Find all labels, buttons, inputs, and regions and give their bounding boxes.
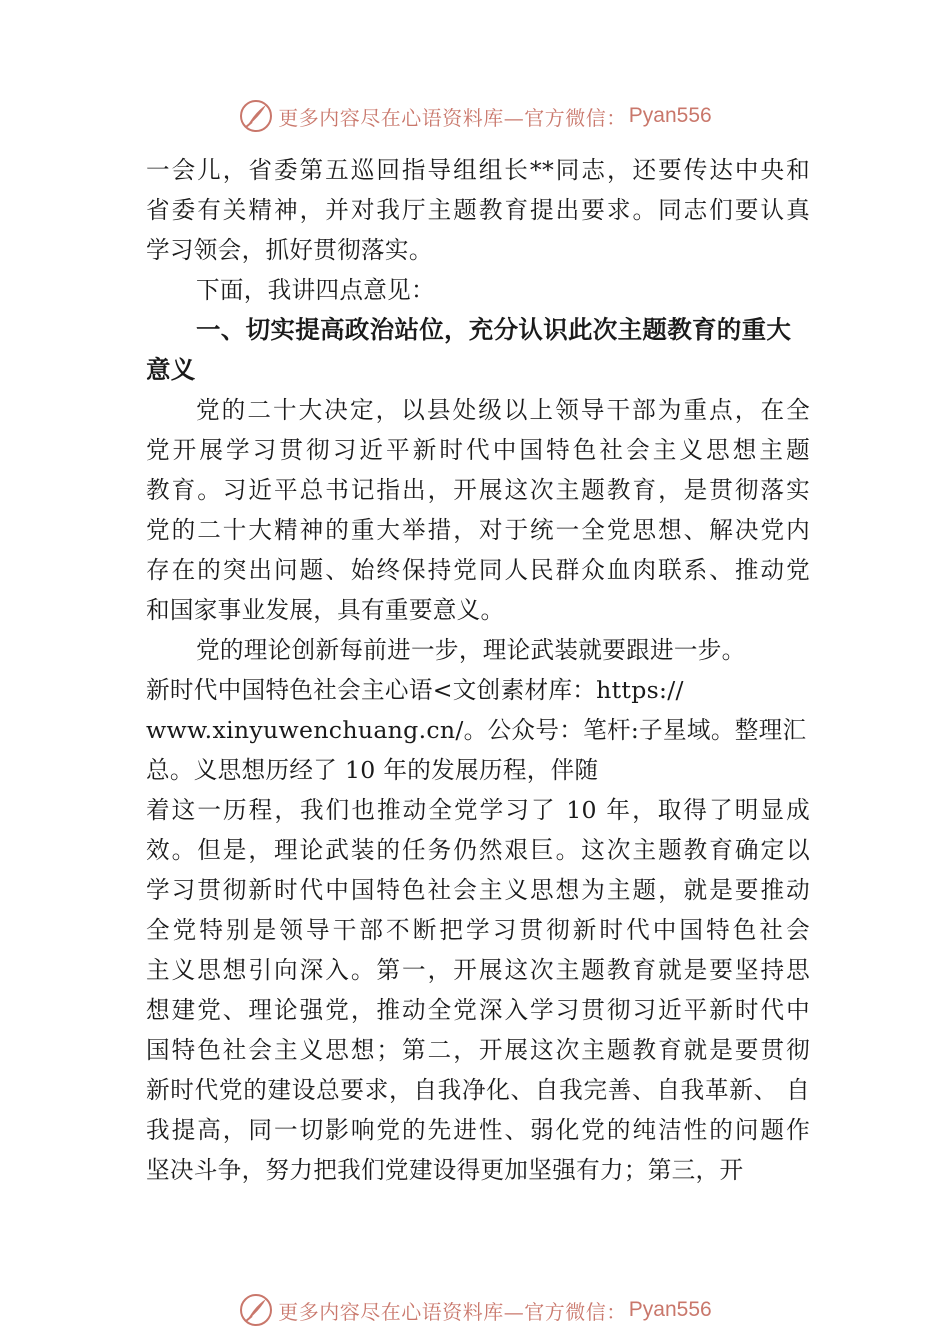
text-line: 主义思想引向深入。第一，开展这次主题教育就是要坚持思 [146, 956, 810, 984]
section-heading: 一、切实提高政治站位，充分认识此次主题教育的重大 [196, 315, 792, 344]
banner-text: 更多内容尽在心语资料库—官方微信： [278, 105, 627, 130]
section-heading-cont: 意义 [146, 355, 196, 384]
text-line: 教育。习近平总书记指出，开展这次主题教育，是贯彻落实 [146, 476, 810, 504]
text-line: 全党特别是领导干部不断把学习贯彻新时代中国特色社会 [146, 916, 810, 944]
text-line: 着这一历程，我们也推动全党学习了 10 年，取得了明显成 [146, 796, 810, 824]
text-line: 我提高，同一切影响党的先进性、弱化党的纯洁性的问题作 [146, 1116, 810, 1144]
text-line: 学习贯彻新时代中国特色社会主义思想为主题，就是要推动 [146, 876, 810, 904]
wechat-id: Pyan556 [628, 1298, 712, 1321]
text-line: 国特色社会主义思想；第二，开展这次主题教育就是要贯彻 [146, 1036, 810, 1064]
text-line: 新时代党的建设总要求，自我净化、自我完善、自我革新、 自 [146, 1076, 810, 1104]
text-line: 省委有关精神，并对我厅主题教育提出要求。同志们要认真 [146, 196, 810, 224]
text-line: 总。义思想历经了 10 年的发展历程，伴随 [146, 756, 599, 784]
text-line: www.xinyuwenchuang.cn/。公众号：笔杆:子星域。整理汇 [146, 716, 807, 744]
text-line: 党的二十大精神的重大举措，对于统一全党思想、解决党内 [146, 516, 810, 544]
text-line: 和国家事业发展，具有重要意义。 [146, 596, 505, 624]
text-line: 下面，我讲四点意见： [196, 276, 435, 304]
text-line: 新时代中国特色社会主心语<文创素材库：https:// [146, 676, 684, 704]
header-watermark-banner [0, 96, 950, 136]
text-line: 党的理论创新每前进一步，理论武装就要跟进一步。 [196, 636, 746, 664]
footer-watermark-banner [0, 1290, 950, 1330]
document-body [146, 150, 810, 1190]
text-line: 坚决斗争，努力把我们党建设得更加坚强有力；第三，开 [146, 1156, 744, 1184]
text-line: 党开展学习贯彻习近平新时代中国特色社会主义思想主题 [146, 436, 810, 464]
text-line: 存在的突出问题、始终保持党同人民群众血肉联系、推动党 [146, 556, 810, 584]
quill-pen-circle-icon [238, 98, 274, 134]
wechat-id: Pyan556 [628, 104, 712, 127]
text-line: 效。但是，理论武装的任务仍然艰巨。这次主题教育确定以 [146, 836, 810, 864]
text-line: 一会儿，省委第五巡回指导组组长**同志，还要传达中央和 [146, 156, 810, 184]
banner-text: 更多内容尽在心语资料库—官方微信： [278, 1299, 627, 1324]
text-line: 想建党、理论强党，推动全党深入学习贯彻习近平新时代中 [146, 996, 810, 1024]
quill-pen-circle-icon [238, 1292, 274, 1328]
text-line: 党的二十大决定，以县处级以上领导干部为重点，在全 [196, 396, 810, 424]
text-line: 学习领会，抓好贯彻落实。 [146, 236, 433, 264]
